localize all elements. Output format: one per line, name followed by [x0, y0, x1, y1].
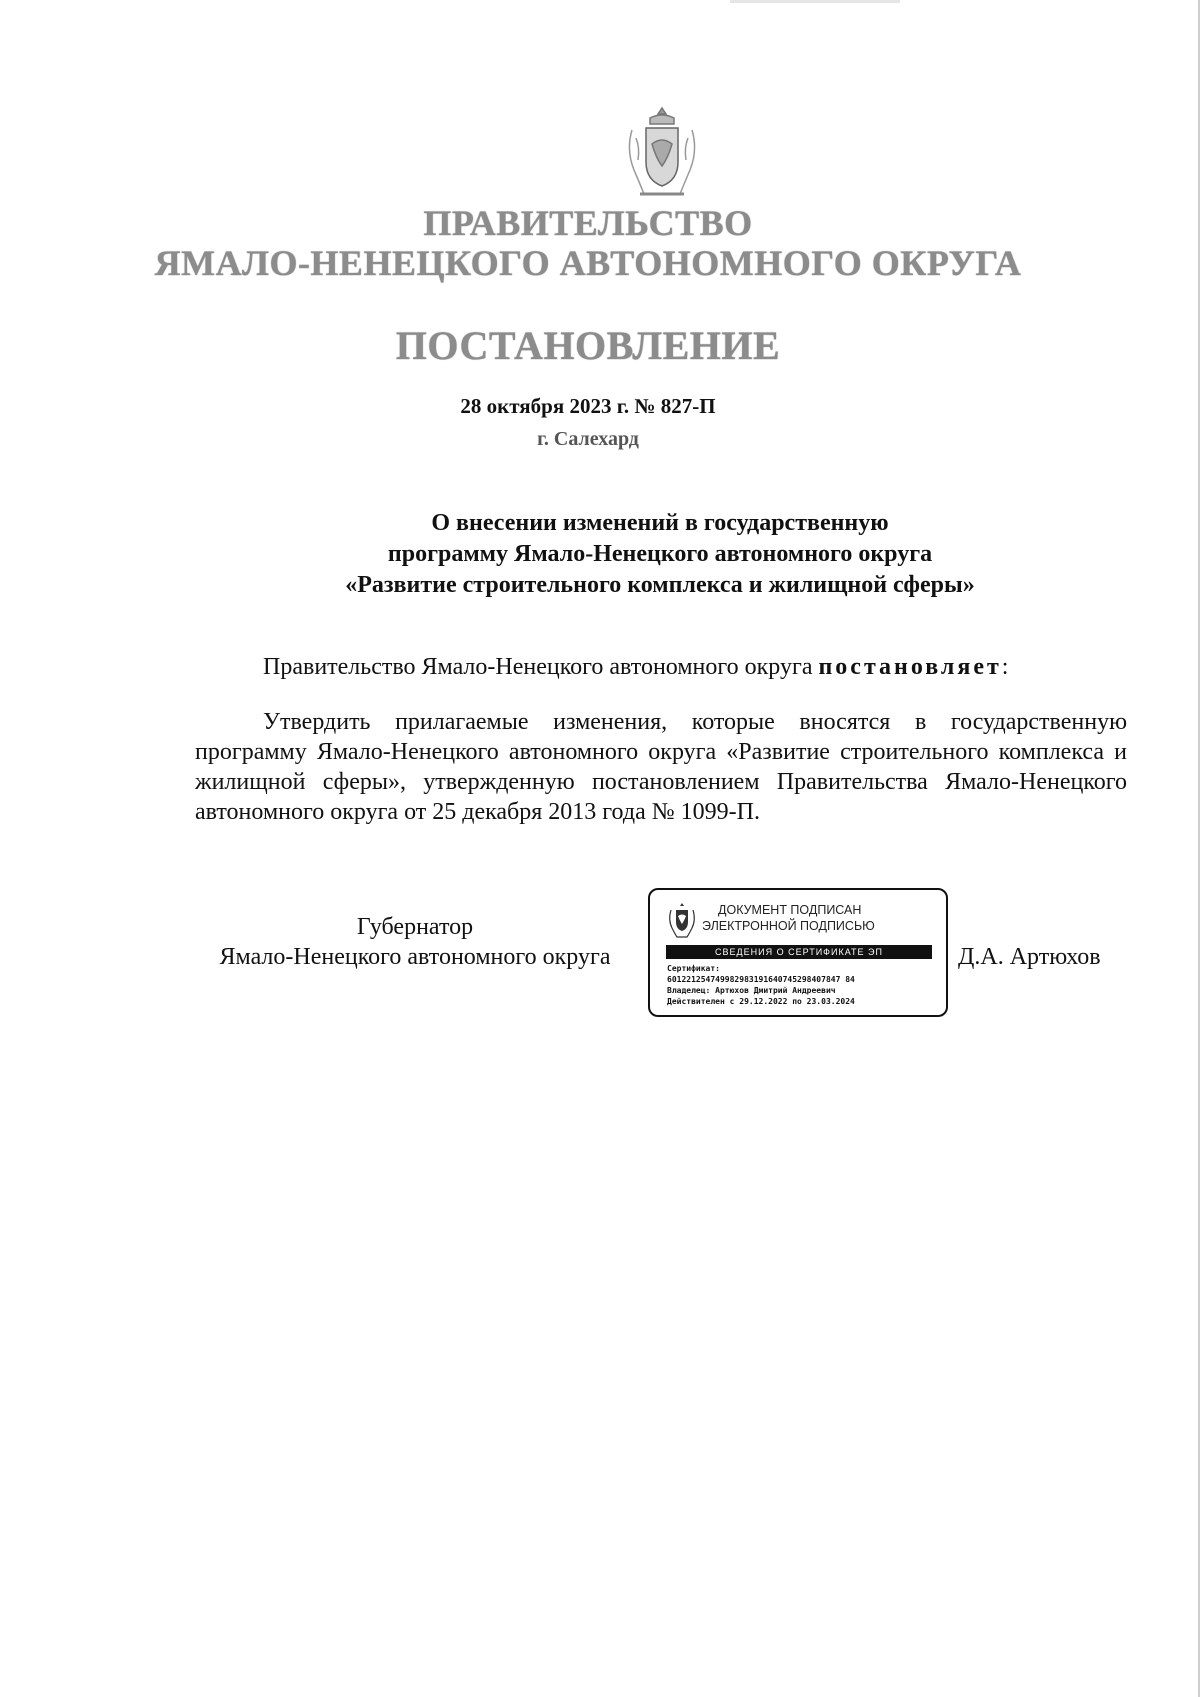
coat-of-arms-icon — [622, 104, 702, 204]
government-name-line1: ПРАВИТЕЛЬСТВО — [423, 203, 753, 243]
signatory-position — [195, 912, 635, 972]
position-line: Ямало-Ненецкого автономного округа — [219, 944, 611, 970]
certificate-validity: Действителен с 29.12.2022 по 23.03.2024 — [667, 997, 855, 1006]
stamp-heading — [702, 902, 942, 934]
intro-text: Правительство Ямало-Ненецкого автономного округа — [263, 654, 813, 680]
stamp-emblem-icon — [667, 902, 697, 938]
certificate-owner: Владелец: Артюхов Дмитрий Андреевич — [667, 986, 836, 995]
electronic-signature-stamp — [648, 888, 948, 1017]
scan-artifact — [730, 0, 900, 3]
intro-paragraph — [195, 652, 1127, 682]
title-line: программу Ямало-Ненецкого автономного округа — [387, 541, 933, 567]
document-date-number: 28 октября 2023 г. № 827-П — [460, 394, 716, 418]
document-title — [190, 508, 1130, 601]
title-line: О внесении изменений в государственную — [431, 510, 889, 536]
certificate-label: Сертификат: — [667, 964, 720, 973]
stamp-certificate-bar: СВЕДЕНИЯ О СЕРТИФИКАТЕ ЭП — [666, 945, 932, 959]
certificate-number: 601221254749982983191640745298407847 84 — [667, 975, 855, 984]
document-city: г. Салехард — [537, 428, 639, 450]
signatory-name: Д.А. Артюхов — [958, 944, 1101, 970]
position-line: Губернатор — [356, 914, 474, 940]
title-line: «Развитие строительного комплекса и жилищной сферы» — [345, 572, 975, 598]
intro-emphasis: постановляет — [818, 654, 1002, 680]
main-paragraph: Утвердить прилагаемые изменения, которые вносятся в государственную программу Ямало-Ненецкого автономного округа «Развитие строительного комплекса и жилищной сферы», утвержденную постановлением Правительства Ямало-Ненецкого автономного округа от 25 декабря 2013 года № 1099-П. — [195, 709, 1127, 825]
stamp-heading-line: ЭЛЕКТРОННОЙ ПОДПИСЬЮ — [702, 919, 875, 933]
stamp-heading-line: ДОКУМЕНТ ПОДПИСАН — [718, 903, 862, 917]
intro-end: : — [1001, 654, 1009, 680]
stamp-details — [667, 963, 939, 1007]
government-name-line2: ЯМАЛО-НЕНЕЦКОГО АВТОНОМНОГО ОКРУГА — [154, 243, 1022, 283]
document-type: ПОСТАНОВЛЕНИЕ — [395, 323, 781, 368]
